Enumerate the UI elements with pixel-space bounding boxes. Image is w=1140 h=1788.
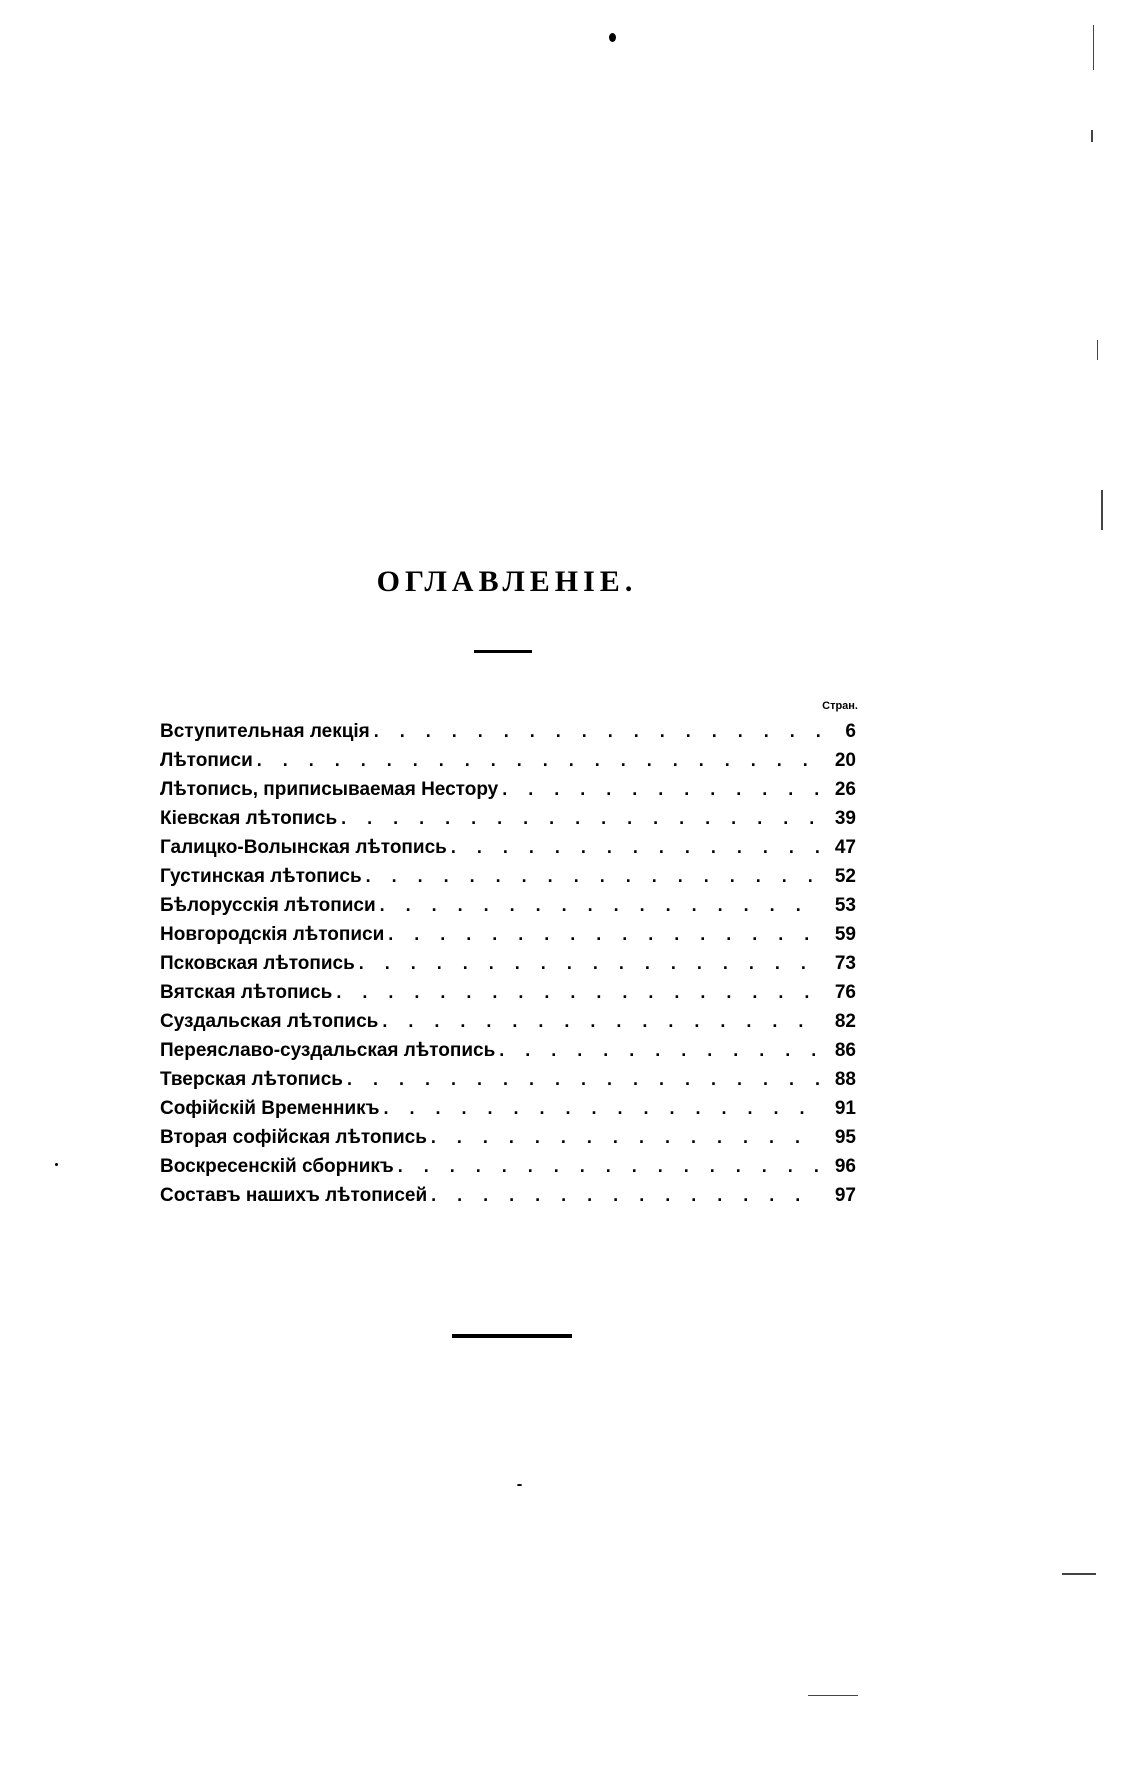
toc-entry-title: Лѣтописи [160,750,253,771]
page-column-header: Стран. [822,700,858,712]
dot-leader [451,837,820,858]
ink-speck [609,33,616,42]
dot-leader [382,1011,820,1032]
toc-entry-page: 96 [834,1156,856,1177]
dot-leader [383,1098,820,1119]
toc-entry-page: 39 [834,808,856,829]
toc-entry-title: Вторая софійская лѣтопись [160,1127,427,1148]
toc-entry-page: 73 [834,953,856,974]
toc-entry [160,1011,856,1040]
dot-leader [366,866,820,887]
dot-leader [336,982,820,1003]
toc-entry [160,1185,856,1214]
toc-entry-title: Галицко-Волынская лѣтопись [160,837,447,858]
toc-entry-page: 20 [834,750,856,771]
toc-entry-page: 76 [834,982,856,1003]
toc-entry-page: 82 [834,1011,856,1032]
table-of-contents [160,721,856,1214]
page-title: ОГЛАВЛЕНІЕ. [376,565,638,598]
page-edge-mark [1062,1573,1096,1575]
toc-entry-title: Бѣлорусскія лѣтописи [160,895,376,916]
toc-entry-title: Новгородскія лѣтописи [160,924,385,945]
toc-entry [160,808,856,837]
toc-entry-title: Переяславо-суздальская лѣтопись [160,1040,496,1061]
toc-entry-title: Воскресенскій сборникъ [160,1156,394,1177]
toc-entry [160,1069,856,1098]
toc-entry-page: 53 [834,895,856,916]
toc-entry-title: Кіевская лѣтопись [160,808,338,829]
end-divider [452,1334,572,1338]
ink-speck [517,1484,522,1486]
toc-entry [160,895,856,924]
dot-leader [347,1069,820,1090]
toc-entry-page: 86 [834,1040,856,1061]
toc-entry-page: 97 [834,1185,856,1206]
dot-leader [398,1156,820,1177]
page-edge-mark [1093,25,1094,70]
toc-entry-title: Суздальская лѣтопись [160,1011,379,1032]
dot-leader [380,895,820,916]
toc-entry [160,750,856,779]
page-edge-mark [1101,490,1103,530]
dot-leader [257,750,820,771]
toc-entry-page: 47 [834,837,856,858]
page-edge-mark [1091,130,1093,142]
dot-leader [431,1127,820,1148]
toc-entry [160,1040,856,1069]
toc-entry-title: Софійскій Временникъ [160,1098,380,1119]
dot-leader [341,808,820,829]
toc-entry-page: 88 [834,1069,856,1090]
page-edge-mark [808,1695,858,1696]
page-edge-mark [1097,340,1098,360]
toc-entry-page: 59 [834,924,856,945]
dot-leader [388,924,820,945]
toc-entry [160,982,856,1011]
toc-entry-page: 26 [834,779,856,800]
toc-entry-title: Вступительная лекція [160,721,370,742]
ink-speck [55,1163,58,1166]
toc-entry [160,837,856,866]
dot-leader [359,953,820,974]
toc-entry [160,1098,856,1127]
toc-entry-title: Составъ нашихъ лѣтописей [160,1185,428,1206]
dot-leader [502,779,820,800]
toc-entry [160,779,856,808]
toc-entry [160,721,856,750]
toc-entry-title: Псковская лѣтопись [160,953,355,974]
toc-entry [160,924,856,953]
toc-entry [160,866,856,895]
toc-entry-title: Тверская лѣтопись [160,1069,343,1090]
toc-entry-title: Густинская лѣтопись [160,866,362,887]
toc-entry [160,1156,856,1185]
dot-leader [374,721,820,742]
toc-entry-page: 95 [834,1127,856,1148]
toc-entry-title: Вятская лѣтопись [160,982,333,1003]
toc-entry [160,1127,856,1156]
toc-entry-page: 91 [834,1098,856,1119]
toc-entry-page: 6 [845,721,856,742]
title-divider [474,650,532,653]
toc-entry [160,953,856,982]
dot-leader [431,1185,820,1206]
dot-leader [499,1040,820,1061]
toc-entry-title: Лѣтопись, приписываемая Нестору [160,779,499,800]
toc-entry-page: 52 [834,866,856,887]
